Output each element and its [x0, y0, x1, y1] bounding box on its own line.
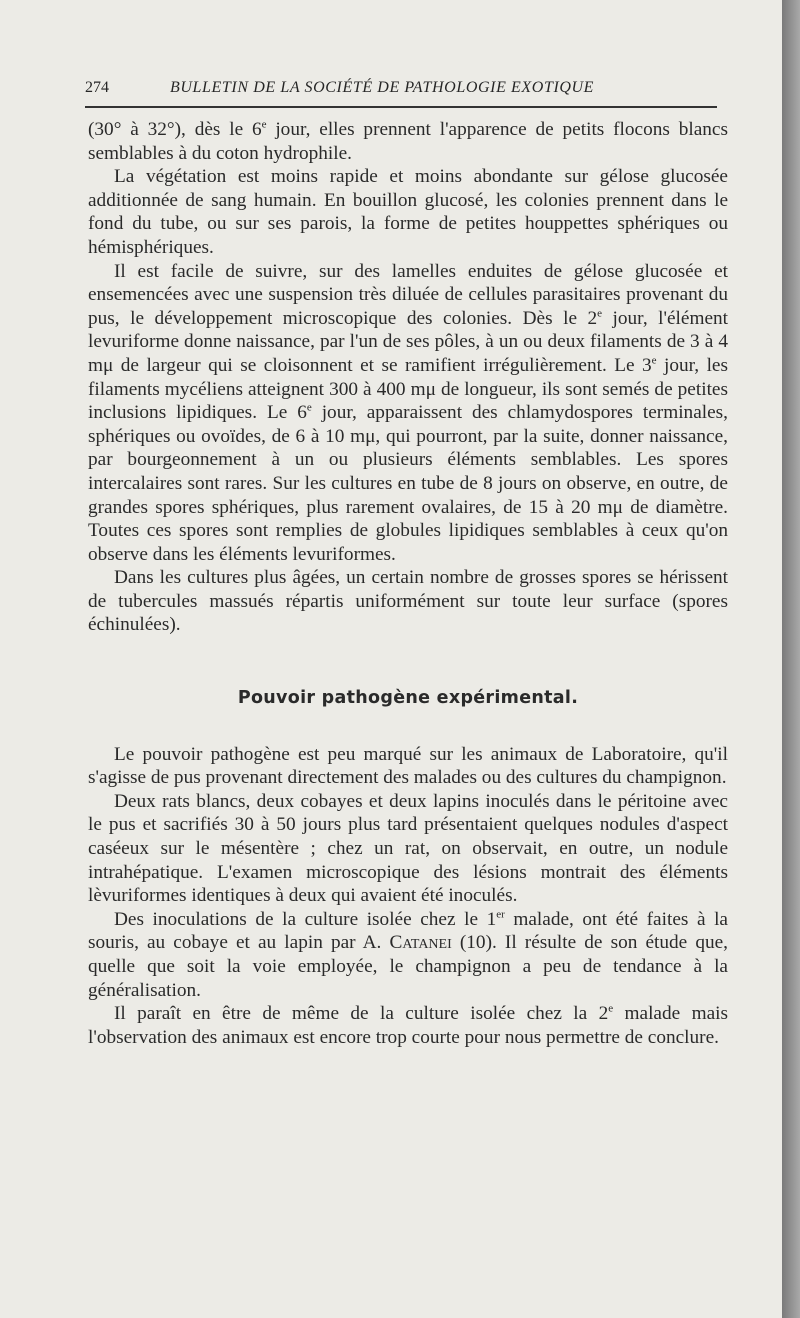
- superscript: e: [306, 401, 312, 414]
- paragraph-microscopic-development: [88, 260, 728, 567]
- superscript: e: [597, 307, 603, 320]
- superscript: e: [651, 354, 657, 367]
- text-run: malade, ont été faites à la souris, au cobaye et au lapin par A.: [88, 908, 728, 954]
- superscript: e: [608, 1002, 614, 1015]
- text-run: Il est facile de suivre, sur des lamelles enduites de gélose glucosée et ensemencées avec une suspension très diluée de cellules parasitaires provenant du pus, le développement microscopique des colonies. Dès le 2: [88, 260, 728, 329]
- text-run: jour, apparaissent des chlamydospores terminales, sphériques ou ovoïdes, de 6 à 10 mμ, qui pourront, par la suite, donner naissance, par bourgeonnement à un ou plusieurs éléments semblables. Les spores intercalaires sont rares. Sur les cultures en tube de 8 jours on observe, en outre, de grandes spores sphériques, plus rarement ovalaires, de 15 à 20 mμ de diamètre. Toutes ces spores sont remplies de globules lipidiques semblables à ceux qu'on observe dans les éléments levuriformes.: [88, 402, 728, 565]
- paragraph-older-cultures: Dans les cultures plus âgées, un certain nombre de grosses spores se hérissent de tubercules massués répartis uniformément sur toute leur surface (spores échinulées).: [88, 567, 728, 636]
- paragraph-pathogenic-power: Le pouvoir pathogène est peu marqué sur les animaux de Laboratoire, qu'il s'agisse de pus provenant directement des malades ou des cultures du champignon.: [88, 743, 728, 789]
- article-body: [88, 118, 728, 1049]
- text-run: Il paraît en être de même de la culture isolée chez la 2: [114, 1003, 609, 1025]
- page-number: 274: [85, 79, 109, 96]
- superscript: e: [261, 118, 267, 131]
- paragraph-glucose-culture: La végétation est moins rapide et moins abondante sur gélose glucosée additionnée de sang humain. En bouillon glucosé, les colonies prennent dans le fond du tube, ou sur ses parois, la forme de petites houppettes sphériques ou hémisphériques.: [88, 166, 728, 258]
- text-run: (30° à 32°), dès le 6: [88, 119, 262, 140]
- page-header: [85, 76, 717, 102]
- section-heading: Pouvoir pathogène expérimental.: [237, 688, 579, 709]
- text-run: Des inoculations de la culture isolée chez le 1: [114, 908, 497, 930]
- author-name: Catanei: [389, 932, 452, 954]
- scan-edge-shadow: [782, 0, 800, 1318]
- paragraph-animal-inoculation: Deux rats blancs, deux cobayes et deux lapins inoculés dans le péritoine avec le pus et sacrifiés 30 à 50 jours plus tard présentaient quelques nodules d'aspect caséeux sur le mésentère ; chez un rat, on observait, en outre, un nodule intrahépatique. L'examen microscopique des lésions montrait des éléments lèvuriformes identiques à deux qui avaient été inoculés.: [88, 790, 728, 907]
- text-run: (10). Il résulte de son étude que, quelle que soit la voie employée, le champignon a peu de tendance à la généralisation.: [88, 932, 728, 1001]
- paragraph-catanei-study: [88, 908, 728, 1002]
- text-run: malade mais l'observation des animaux est encore trop courte pour nous permettre de conclure.: [88, 1003, 728, 1048]
- text-run: jour, elles prennent l'apparence de petits flocons blancs semblables à du coton hydrophile.: [88, 119, 728, 164]
- text-run: jour, l'élément levuriforme donne naissance, par l'un de ses pôles, à un ou deux filaments de 3 à 4 mμ de largeur qui se cloisonnent et se ramifient irrégulièrement. Le 3: [88, 307, 728, 376]
- running-title: BULLETIN DE LA SOCIÉTÉ DE PATHOLOGIE EXOTIQUE: [170, 79, 595, 96]
- paragraph-second-patient: [88, 1002, 728, 1049]
- header-rule: [85, 106, 717, 108]
- superscript: er: [496, 908, 505, 921]
- text-run: jour, les filaments mycéliens atteignent 300 à 400 mμ de longueur, ils sont semés de petites inclusions lipidiques. Le 6: [88, 354, 728, 424]
- paragraph-continuation: [88, 118, 728, 165]
